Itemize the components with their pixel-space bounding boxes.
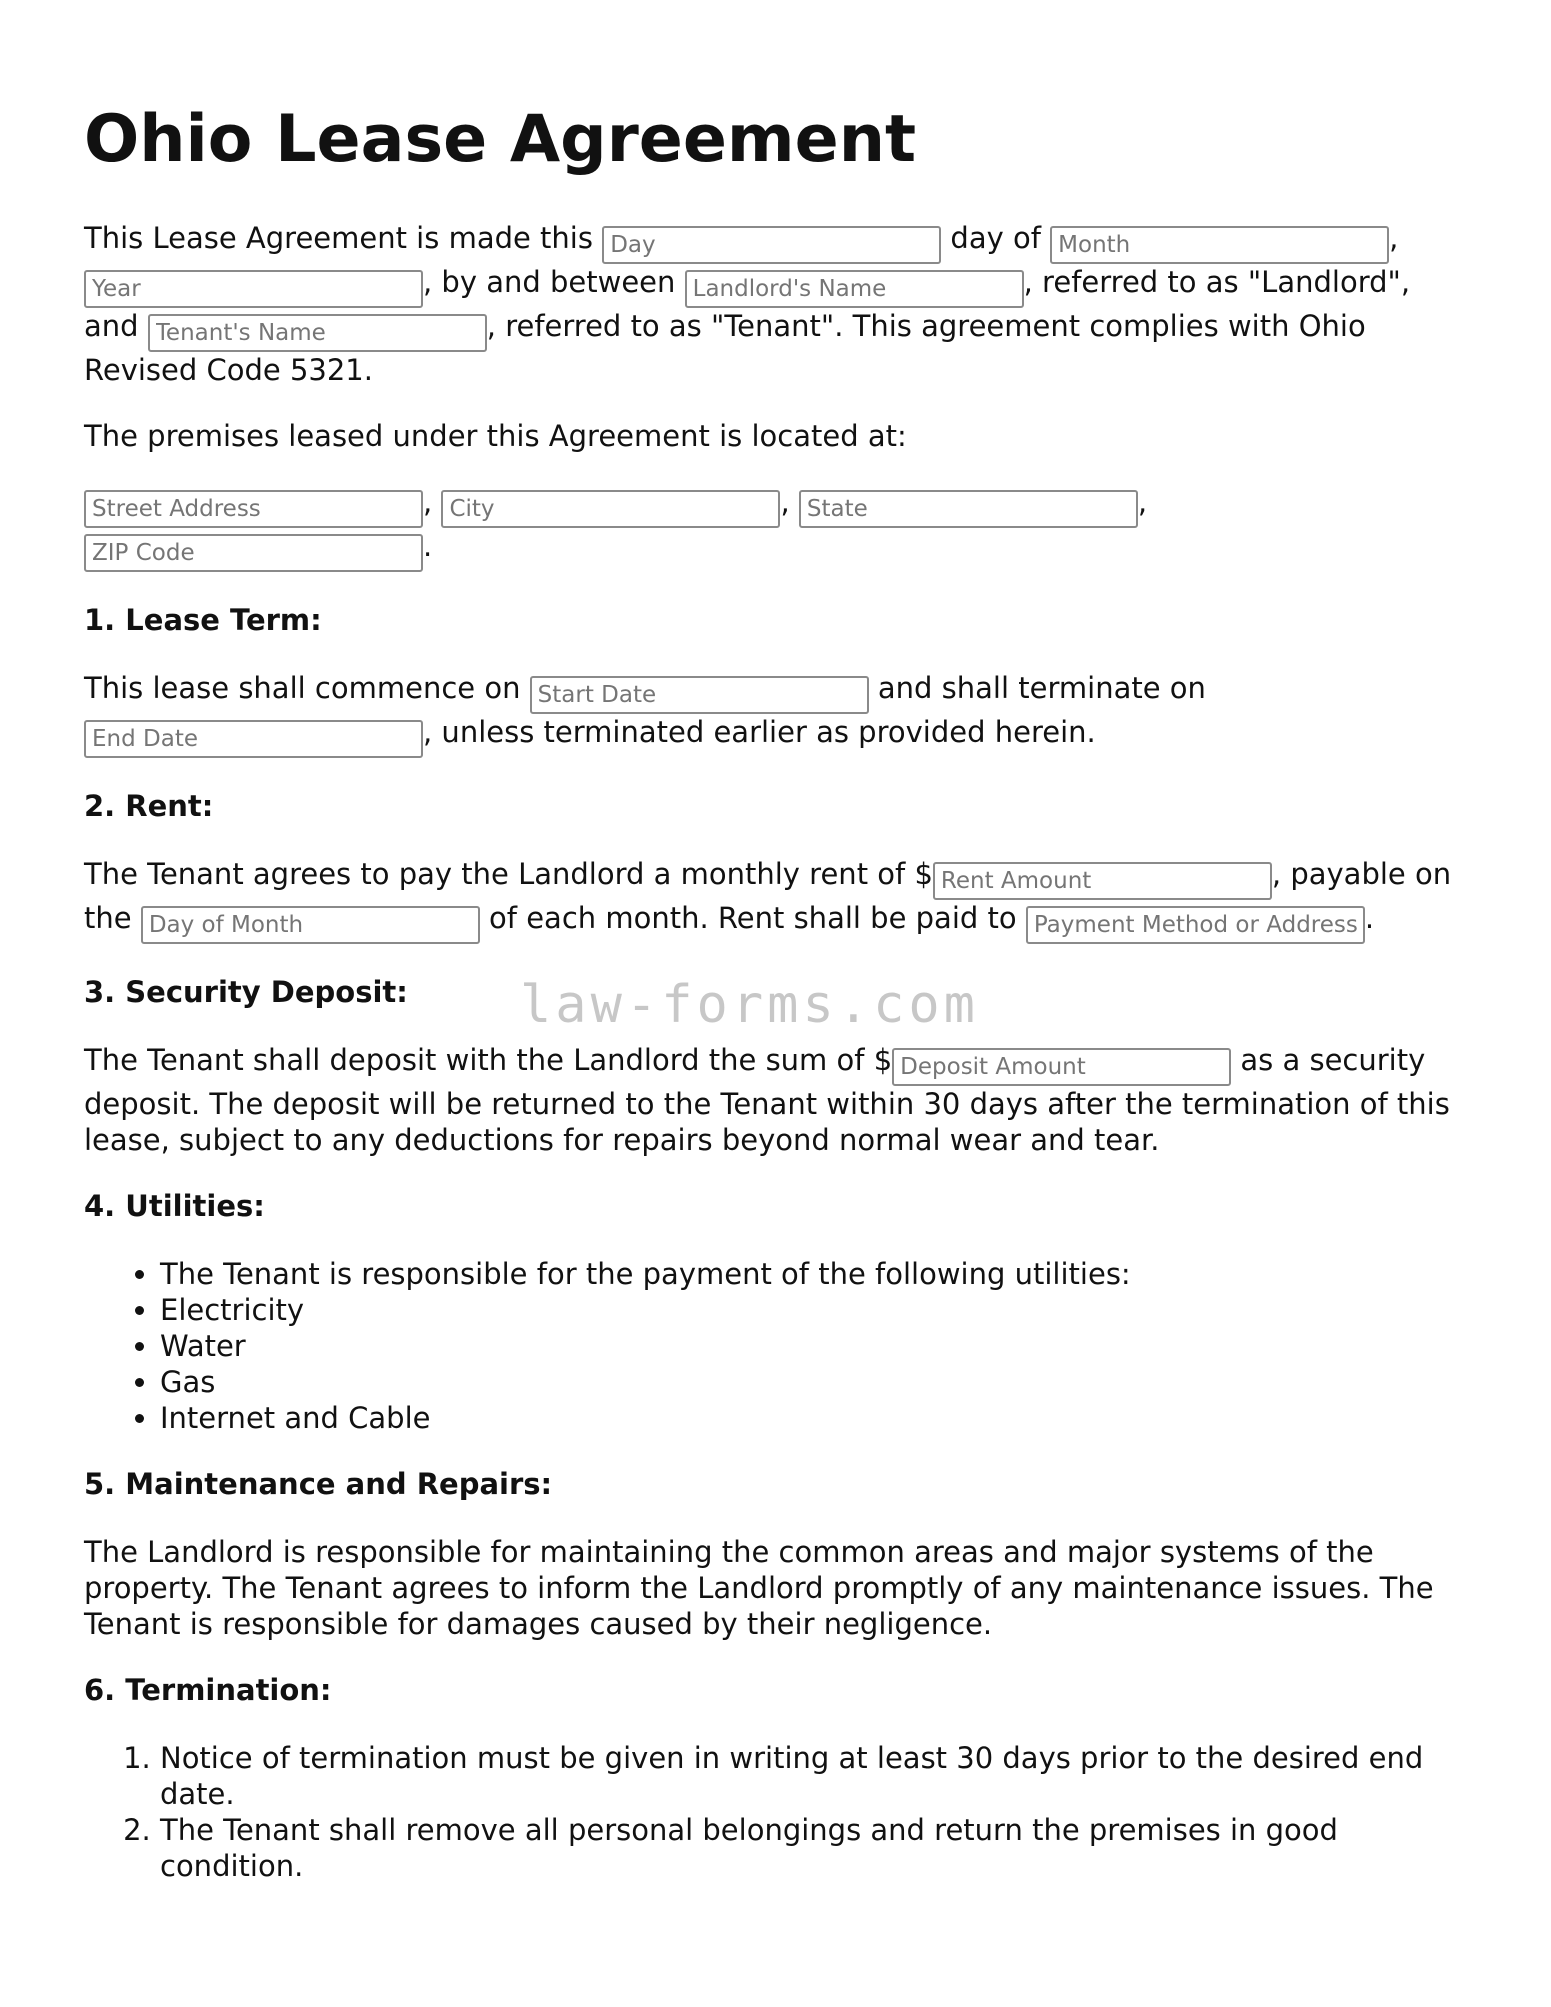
year-field[interactable] <box>84 270 423 308</box>
day-of-month-field[interactable] <box>141 906 480 944</box>
address-separator: , <box>780 485 790 519</box>
page-title: Ohio Lease Agreement <box>84 102 917 177</box>
lease-term-paragraph <box>84 670 1464 758</box>
tenant-name-field[interactable] <box>148 314 487 352</box>
address-separator: , <box>1137 485 1148 519</box>
document <box>84 100 1464 1914</box>
state-field[interactable] <box>799 490 1138 528</box>
watermark: law-forms.com <box>520 975 979 1035</box>
list-item: 2. The Tenant shall remove all personal belongings and return the premises in good condition. <box>160 1812 1464 1884</box>
lease-term-text-2: and shall terminate on <box>877 671 1206 705</box>
intro-text-5: , referred to as "Landlord", and <box>84 265 1411 343</box>
address-separator: , <box>423 485 433 519</box>
zip-code-field[interactable] <box>84 534 423 572</box>
rent-text-3: of each month. Rent shall be paid to <box>489 901 1017 935</box>
list-item: • The Tenant is responsible for the payment of the following utilities: <box>160 1256 1464 1292</box>
termination-list <box>84 1740 1464 1884</box>
lease-term-text-3: , unless terminated earlier as provided herein. <box>423 715 1096 749</box>
rent-text-4: . <box>1364 901 1375 935</box>
address-end: . <box>423 529 433 563</box>
section-heading-lease-term: 1. Lease Term: <box>84 603 322 637</box>
premises-address <box>84 484 1464 572</box>
list-item: • Internet and Cable <box>160 1400 1464 1436</box>
month-field[interactable] <box>1050 226 1389 264</box>
end-date-field[interactable] <box>84 720 423 758</box>
street-address-field[interactable] <box>84 490 423 528</box>
premises-intro: The premises leased under this Agreement is located at: <box>84 419 907 453</box>
list-item: • Gas <box>160 1364 1464 1400</box>
utilities-list <box>84 1256 1464 1436</box>
section-heading-maintenance: 5. Maintenance and Repairs: <box>84 1467 553 1501</box>
intro-text-6: , referred to as "Tenant". This agreement complies with Ohio Revised Code 5321. <box>84 309 1366 387</box>
day-field[interactable] <box>602 226 941 264</box>
section-heading-security-deposit: 3. Security Deposit: <box>84 975 408 1009</box>
intro-text-3: , <box>1389 221 1399 255</box>
list-item: • Water <box>160 1328 1464 1364</box>
intro-paragraph <box>84 220 1464 388</box>
section-heading-rent: 2. Rent: <box>84 789 214 823</box>
rent-paragraph <box>84 856 1464 944</box>
rent-amount-field[interactable] <box>933 862 1272 900</box>
deposit-text-1: The Tenant shall deposit with the Landlord the sum of $ <box>84 1043 893 1077</box>
rent-text-1: The Tenant agrees to pay the Landlord a monthly rent of $ <box>84 857 933 891</box>
payment-method-field[interactable] <box>1026 906 1365 944</box>
rent-text-2: , payable on the <box>84 857 1452 935</box>
city-field[interactable] <box>441 490 780 528</box>
maintenance-paragraph: The Landlord is responsible for maintaining the common areas and major systems of the property. The Tenant agrees to inform the Landlord promptly of any maintenance issues. The Tenant is responsible for damages caused by their negligence. <box>84 1535 1434 1641</box>
deposit-amount-field[interactable] <box>892 1048 1231 1086</box>
security-deposit-paragraph <box>84 1042 1464 1158</box>
section-heading-termination: 6. Termination: <box>84 1673 332 1707</box>
intro-text-4: , by and between <box>423 265 676 299</box>
list-item: 1. Notice of termination must be given in writing at least 30 days prior to the desired end date. <box>160 1740 1464 1812</box>
start-date-field[interactable] <box>530 676 869 714</box>
list-item: • Electricity <box>160 1292 1464 1328</box>
section-heading-utilities: 4. Utilities: <box>84 1189 265 1223</box>
lease-term-text-1: This lease shall commence on <box>84 671 521 705</box>
intro-text-1: This Lease Agreement is made this <box>84 221 593 255</box>
intro-text-2: day of <box>950 221 1041 255</box>
deposit-text-2: as a security deposit. The deposit will be returned to the Tenant within 30 days after the termination of this lease, subject to any deductions for repairs beyond normal wear and tear. <box>84 1043 1450 1157</box>
landlord-name-field[interactable] <box>685 270 1024 308</box>
